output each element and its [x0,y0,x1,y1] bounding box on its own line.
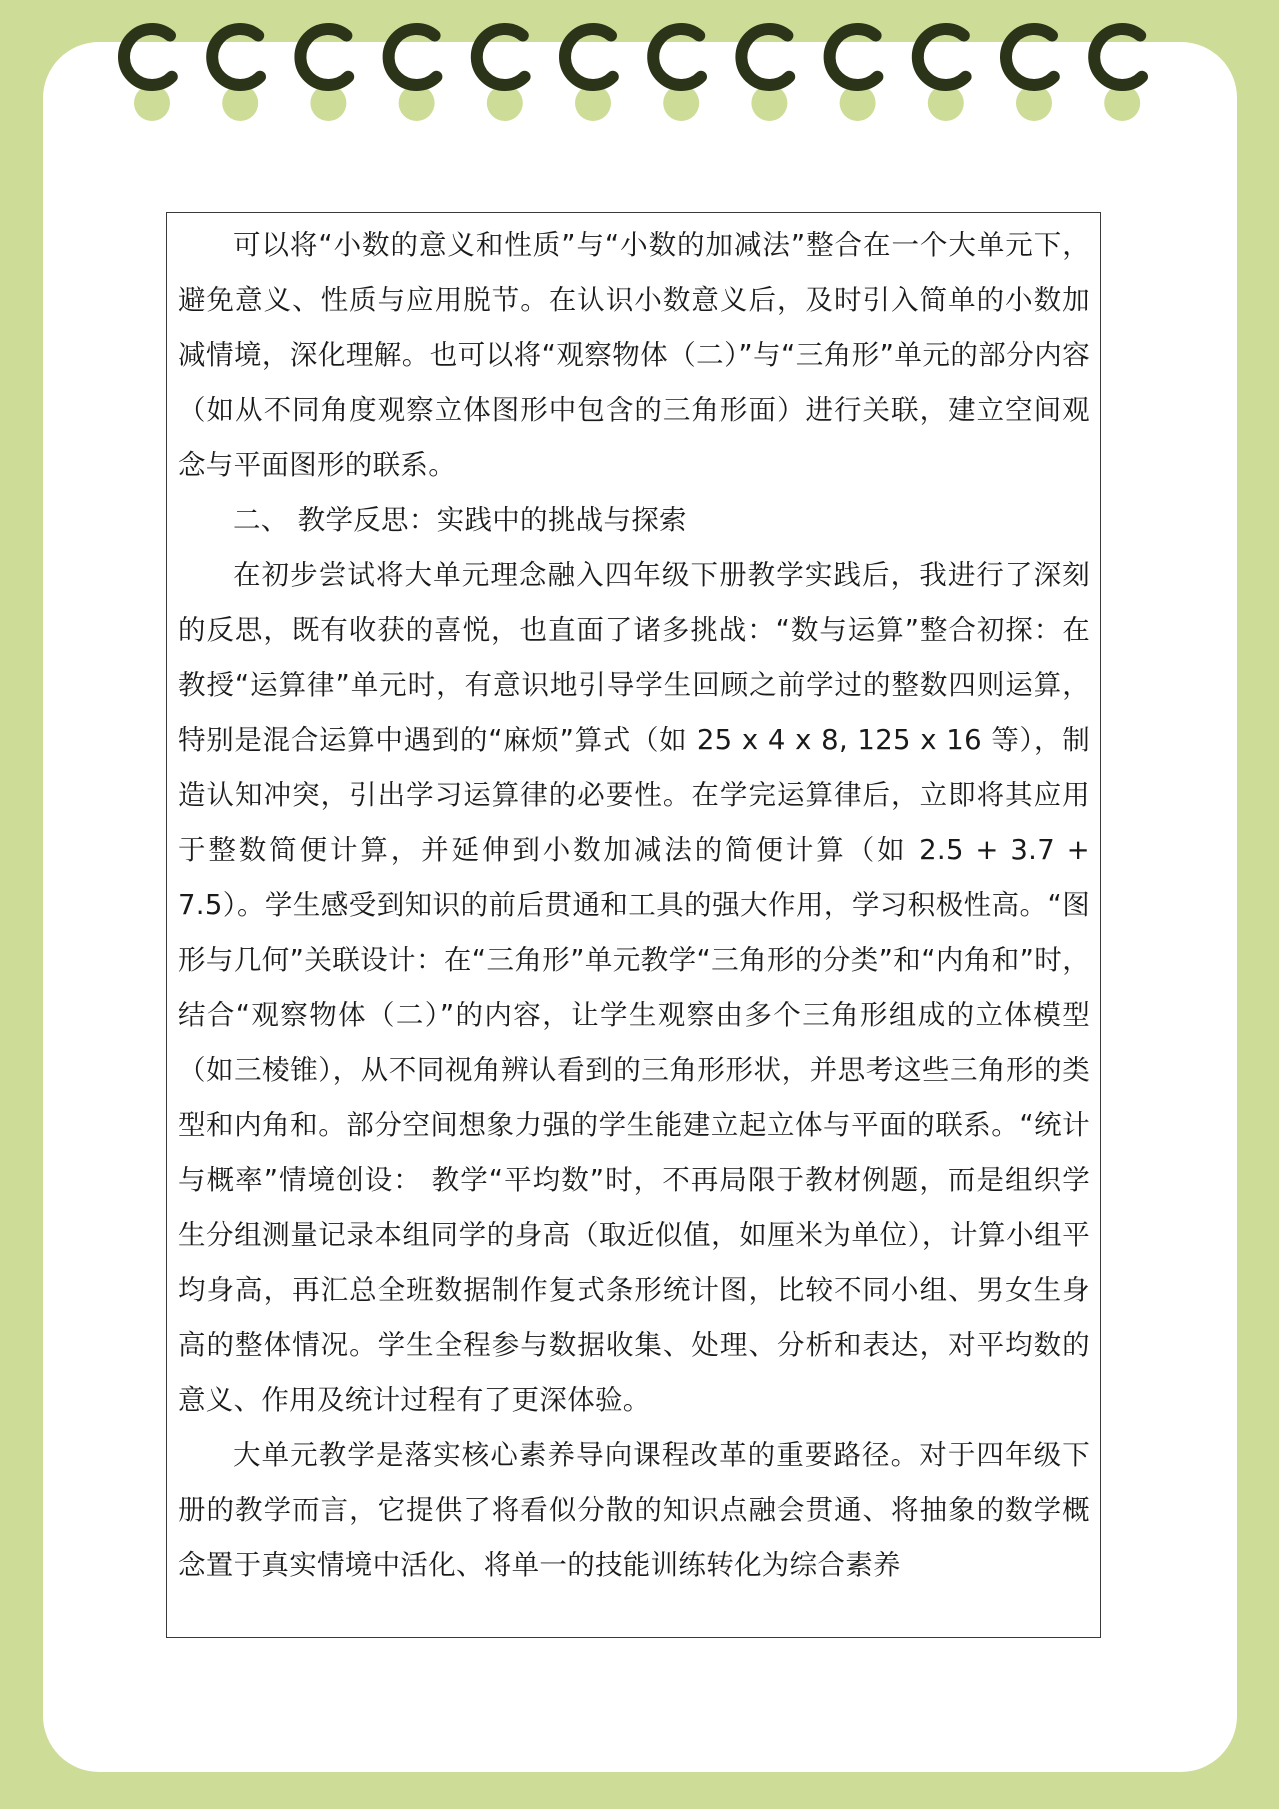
spiral-ring-icon [124,29,172,85]
paragraph-reflection: 在初步尝试将大单元理念融入四年级下册教学实践后，我进行了深刻的反思，既有收获的喜悦，也直面了诸多挑战：“数与运算”整合初探：在教授“运算律”单元时，有意识地引导学生回顾之前学过的整数四则运算，特别是混合运算中遇到的“麻烦”算式（如 25 x 4 x 8, 125 x 16 等），制造认知冲突，引出学习运算律的必要性。在学完运算律后，立即将其应用于整数简便计算，并延伸到小数加减法的简便计算（如 2.5 + 3.7 + 7.5）。学生感受到知识的前后贯通和工具的强大作用，学习积极性高。“图形与几何”关联设计：在“三角形”单元教学“三角形的分类”和“内角和”时，结合“观察物体（二）”的内容，让学生观察由多个三角形组成的立体模型（如三棱锥），从不同视角辨认看到的三角形形状，并思考这些三角形的类型和内角和。部分空间想象力强的学生能建立起立体与平面的联系。“统计与概率”情境创设： 教学“平均数”时，不再局限于教材例题，而是组织学生分组测量记录本组同学的身高（取近似值，如厘米为单位），计算小组平均身高，再汇总全班数据制作复式条形统计图，比较不同小组、男女生身高的整体情况。学生全程参与数据收集、处理、分析和表达，对平均数的意义、作用及统计过程有了更深体验。 [178,559,1090,1416]
notebook-binding [0,0,1279,140]
text-frame [166,212,1101,1638]
spiral-ring-icon [477,29,525,85]
spiral-ring-icon [741,29,789,85]
spiral-ring-icon [1094,29,1142,85]
spiral-ring-icon [1006,29,1054,85]
paragraph-conclusion: 大单元教学是落实核心素养导向课程改革的重要路径。对于四年级下册的教学而言，它提供了将看似分散的知识点融会贯通、将抽象的数学概念置于真实情境中活化、将单一的技能训练转化为综合素养 [178,1439,1090,1581]
spiral-ring-icon [918,29,966,85]
spiral-ring-icon [212,29,260,85]
spiral-ring-icon [653,29,701,85]
spiral-ring-icon [389,29,437,85]
spiral-ring-icon [300,29,348,85]
section-heading: 二、 教学反思：实践中的挑战与探索 [233,504,687,536]
paragraph-intro: 可以将“小数的意义和性质”与“小数的加减法”整合在一个大单元下，避免意义、性质与应用脱节。在认识小数意义后，及时引入简单的小数加减情境，深化理解。也可以将“观察物体（二）”与“三角形”单元的部分内容（如从不同角度观察立体图形中包含的三角形面）进行关联，建立空间观念与平面图形的联系。 [178,229,1090,481]
spiral-ring-icon [830,29,878,85]
spiral-ring-icon [565,29,613,85]
